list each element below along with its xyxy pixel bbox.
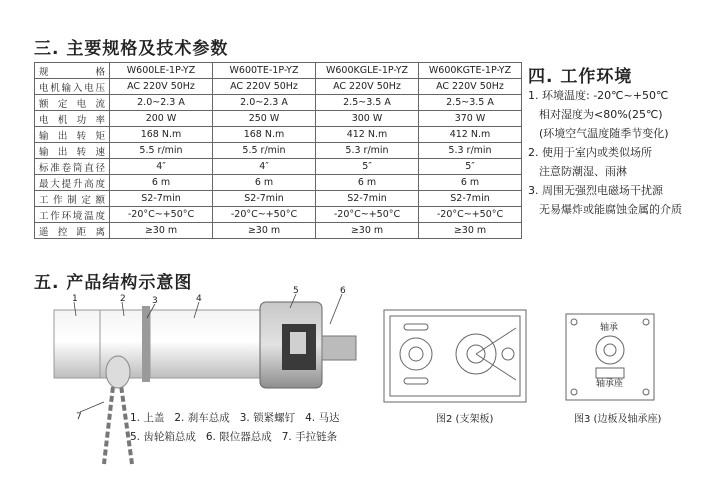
- spec-cell: AC 220V 50Hz: [419, 79, 522, 95]
- spec-row: [35, 159, 522, 175]
- spec-row-label: 最大提升高度: [35, 175, 110, 191]
- bracket-plate-figure: [380, 306, 530, 406]
- spec-cell: ≥30 m: [419, 223, 522, 239]
- section4-title: 四. 工作环境: [528, 67, 633, 87]
- legend-item: 6. 限位器总成: [205, 431, 272, 443]
- spec-cell: 5.3 r/min: [316, 143, 419, 159]
- environment-line: (环境空气温度随季节变化): [539, 127, 669, 140]
- spec-cell: 2.5~3.5 A: [419, 95, 522, 111]
- spec-cell: AC 220V 50Hz: [316, 79, 419, 95]
- spec-row: [35, 143, 522, 159]
- bearing-label: 轴承: [600, 323, 619, 333]
- spec-cell: -20°C~+50°C: [110, 207, 213, 223]
- environment-line: 3. 周围无强烈电磁场干扰源: [528, 184, 663, 197]
- section5-title: 五. 产品结构示意图: [34, 273, 193, 293]
- environment-line: 无易爆炸或能腐蚀金属的介质: [539, 203, 682, 216]
- spec-cell: S2-7min: [316, 191, 419, 207]
- model-name: W600TE-1P-YZ: [213, 63, 316, 79]
- motor-body: [150, 310, 260, 378]
- spec-cell: S2-7min: [110, 191, 213, 207]
- spec-row-label: 输出转矩: [35, 127, 110, 143]
- spec-cell: 5″: [316, 159, 419, 175]
- model-name: W600KGTE-1P-YZ: [419, 63, 522, 79]
- spec-cell: 6 m: [316, 175, 419, 191]
- figure2-caption: 图2 (支架板): [436, 414, 494, 425]
- model-name: W600LE-1P-YZ: [110, 63, 213, 79]
- environment-line: 相对湿度为<80%(25℃): [539, 108, 663, 121]
- callout-number: 1: [72, 294, 78, 304]
- section3-title: 三. 主要规格及技术参数: [34, 39, 229, 59]
- spec-row: [35, 111, 522, 127]
- figure3-caption: 图3 (边板及轴承座): [574, 414, 662, 425]
- chain-wheel: [106, 356, 130, 388]
- spec-row-label: 工作环境温度: [35, 207, 110, 223]
- spec-row: [35, 95, 522, 111]
- legend-item: 3. 锁紧螺钉: [239, 412, 296, 424]
- spec-cell: AC 220V 50Hz: [213, 79, 316, 95]
- environment-list: [528, 86, 682, 219]
- legend-line: [130, 429, 339, 444]
- limit-switch-knob: [290, 332, 306, 354]
- spec-cell: 2.0~2.3 A: [213, 95, 316, 111]
- spec-row-label: 输出转速: [35, 143, 110, 159]
- spec-cell: 168 N.m: [110, 127, 213, 143]
- legend-line: [130, 410, 339, 425]
- parts-legend: [130, 410, 339, 444]
- spec-cell: 300 W: [316, 111, 419, 127]
- spec-cell: 6 m: [110, 175, 213, 191]
- spec-cell: S2-7min: [213, 191, 316, 207]
- spec-row: [35, 207, 522, 223]
- spec-cell: 250 W: [213, 111, 316, 127]
- spec-cell: 4″: [213, 159, 316, 175]
- environment-line: 注意防潮湿、雨淋: [539, 165, 627, 178]
- spec-row-label: 工作制定额: [35, 191, 110, 207]
- spec-row-label: 电机功率: [35, 111, 110, 127]
- legend-item: 2. 刹车总成: [174, 412, 230, 424]
- end-cap-part: [54, 310, 100, 378]
- spec-header-row: [35, 63, 522, 79]
- spec-row-label: 遥控距离: [35, 223, 110, 239]
- spec-cell: 168 N.m: [213, 127, 316, 143]
- bearing-seat-label: 轴承座: [596, 379, 624, 389]
- spec-cell: -20°C~+50°C: [316, 207, 419, 223]
- spec-cell: 6 m: [419, 175, 522, 191]
- spec-cell: 412 N.m: [316, 127, 419, 143]
- spec-row: [35, 223, 522, 239]
- environment-line: 2. 使用于室内或类似场所: [528, 146, 652, 159]
- locking-band: [142, 306, 150, 382]
- callout-number: 6: [340, 286, 346, 296]
- legend-item: 7. 手拉链条: [281, 431, 338, 443]
- hand-chain: [104, 378, 114, 464]
- spec-cell: 5″: [419, 159, 522, 175]
- spec-cell: 200 W: [110, 111, 213, 127]
- spec-cell: 5.5 r/min: [213, 143, 316, 159]
- legend-item: 4. 马达: [305, 412, 340, 424]
- callout-number: 7: [76, 412, 82, 422]
- spec-row: [35, 175, 522, 191]
- spec-cell: AC 220V 50Hz: [110, 79, 213, 95]
- spec-header-label: 规 格: [35, 63, 110, 79]
- spec-row: [35, 79, 522, 95]
- spec-row: [35, 191, 522, 207]
- output-shaft: [322, 336, 356, 360]
- spec-cell: ≥30 m: [213, 223, 316, 239]
- spec-row: [35, 127, 522, 143]
- spec-cell: 5.5 r/min: [110, 143, 213, 159]
- callout-number: 2: [120, 294, 126, 304]
- spec-row-label: 电机输入电压: [35, 79, 110, 95]
- callout-number: 3: [152, 296, 158, 306]
- spec-cell: -20°C~+50°C: [419, 207, 522, 223]
- spec-cell: ≥30 m: [110, 223, 213, 239]
- spec-row-label: 额定电流: [35, 95, 110, 111]
- spec-cell: S2-7min: [419, 191, 522, 207]
- legend-item: 1. 上盖: [130, 412, 165, 424]
- motor-structure-diagram: [34, 284, 374, 474]
- environment-line: 1. 环境温度: -20℃~+50℃: [528, 89, 669, 102]
- spec-cell: 4″: [110, 159, 213, 175]
- spec-cell: -20°C~+50°C: [213, 207, 316, 223]
- spec-row-label: 标准卷筒直径: [35, 159, 110, 175]
- callout-number: 4: [196, 294, 202, 304]
- spec-cell: 2.0~2.3 A: [110, 95, 213, 111]
- spec-cell: ≥30 m: [316, 223, 419, 239]
- callout-number: 5: [293, 286, 299, 296]
- spec-cell: 6 m: [213, 175, 316, 191]
- spec-table: [34, 62, 522, 239]
- spec-cell: 370 W: [419, 111, 522, 127]
- legend-item: 5. 齿轮箱总成: [130, 431, 196, 443]
- side-plate-figure: [560, 300, 660, 406]
- spec-cell: 5.3 r/min: [419, 143, 522, 159]
- spec-cell: 2.5~3.5 A: [316, 95, 419, 111]
- model-name: W600KGLE-1P-YZ: [316, 63, 419, 79]
- spec-cell: 412 N.m: [419, 127, 522, 143]
